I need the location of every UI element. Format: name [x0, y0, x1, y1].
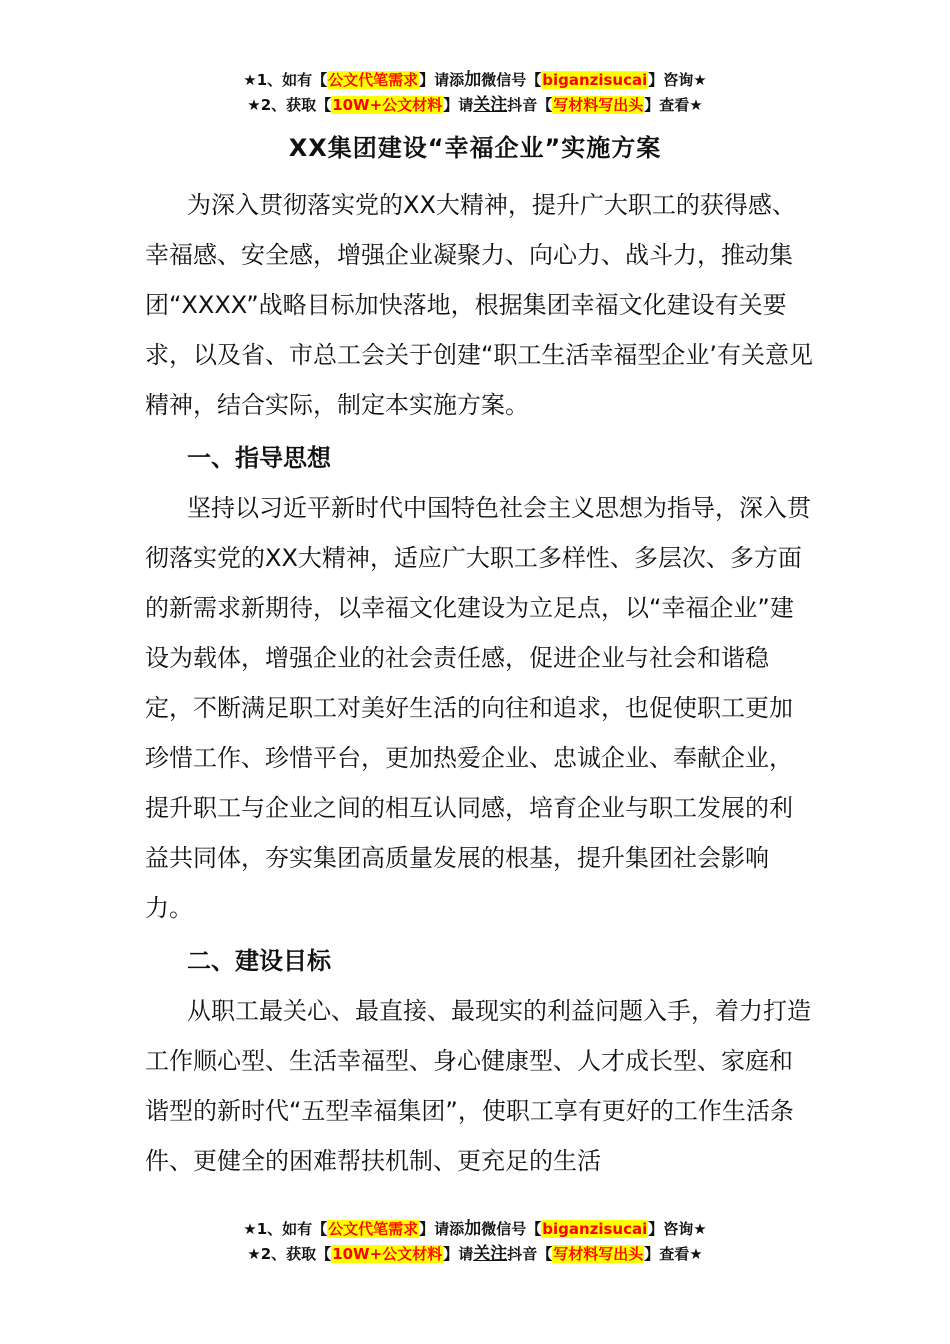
- document-title: XX集团建设“幸福企业”实施方案: [288, 134, 662, 162]
- banner-line-1: [0, 68, 950, 93]
- bottom-banner: [0, 1217, 950, 1267]
- banner-text: 】咨询★: [648, 1220, 707, 1238]
- banner-text: 关注: [473, 1244, 508, 1264]
- banner-highlight: 公文代笔需求: [328, 71, 419, 89]
- banner-text: ★2、获取【: [247, 1245, 332, 1263]
- banner-text: 加: [464, 1219, 482, 1239]
- banner-highlight: 公文代笔需求: [328, 1220, 419, 1238]
- banner-text: ★2、获取【: [247, 96, 332, 114]
- intro-paragraph: 为深入贯彻落实党的XX大精神，提升广大职工的获得感、幸福感、安全感，增强企业凝聚力、向心力、战斗力，推动集团“XXXX”战略目标加快落地，根据集团幸福文化建设有关要求，以及省、市总工会关于创建“职工生活幸福型企业’有关意见精神，结合实际，制定本实施方案。: [145, 191, 814, 419]
- banner-douyin-id: 写材料写出头: [553, 1245, 644, 1263]
- banner-douyin-id: 写材料写出头: [553, 96, 644, 114]
- banner-text: 】请添: [419, 1220, 465, 1238]
- banner-text: 】咨询★: [648, 71, 707, 89]
- banner-text: 微信号【: [481, 1220, 542, 1238]
- banner-text: 】请: [443, 1245, 474, 1263]
- banner-text: 】查看★: [644, 96, 703, 114]
- banner-text: ★1、如有【: [243, 71, 328, 89]
- banner-text: 抖音【: [507, 1245, 553, 1263]
- banner-wechat-id: biganzisucai: [542, 1220, 648, 1238]
- banner-wechat-id: biganzisucai: [542, 71, 648, 89]
- banner-line-2: [0, 93, 950, 118]
- banner-highlight: 10W+公文材料: [332, 1245, 443, 1263]
- banner-highlight: 10W+公文材料: [332, 96, 443, 114]
- banner-text: 】请: [443, 96, 474, 114]
- section-paragraph-guiding-ideology: 坚持以习近平新时代中国特色社会主义思想为指导，深入贯彻落实党的XX大精神，适应广大职工多样性、多层次、多方面的新需求新期待，以幸福文化建设为立足点，以“幸福企业”建设为载体，增强企业的社会责任感，促进企业与社会和谐稳定，不断满足职工对美好生活的向往和追求，也促使职工更加珍惜工作、珍惜平台，更加热爱企业、忠诚企业、奉献企业，提升职工与企业之间的相互认同感，培育企业与职工发展的利益共同体，夯实集团高质量发展的根基，提升集团社会影响力。: [145, 494, 811, 922]
- banner-line-1: [0, 1217, 950, 1242]
- document-body: [145, 180, 815, 1186]
- section-paragraph-goals: 从职工最关心、最直接、最现实的利益问题入手，着力打造工作顺心型、生活幸福型、身心健康型、人才成长型、家庭和谐型的新时代“五型幸福集团”，使职工享有更好的工作生活条件、更健全的困难帮扶机制、更充足的生活: [145, 997, 811, 1175]
- banner-text: 关注: [473, 95, 508, 115]
- section-heading-guiding-ideology: 一、指导思想: [187, 444, 331, 472]
- top-banner: [0, 68, 950, 118]
- banner-line-2: [0, 1242, 950, 1267]
- banner-text: 】请添: [419, 71, 465, 89]
- banner-text: 微信号【: [481, 71, 542, 89]
- banner-text: 加: [464, 70, 482, 90]
- banner-text: 抖音【: [507, 96, 553, 114]
- banner-text: ★1、如有【: [243, 1220, 328, 1238]
- banner-text: 】查看★: [644, 1245, 703, 1263]
- section-heading-goals: 二、建设目标: [187, 947, 331, 975]
